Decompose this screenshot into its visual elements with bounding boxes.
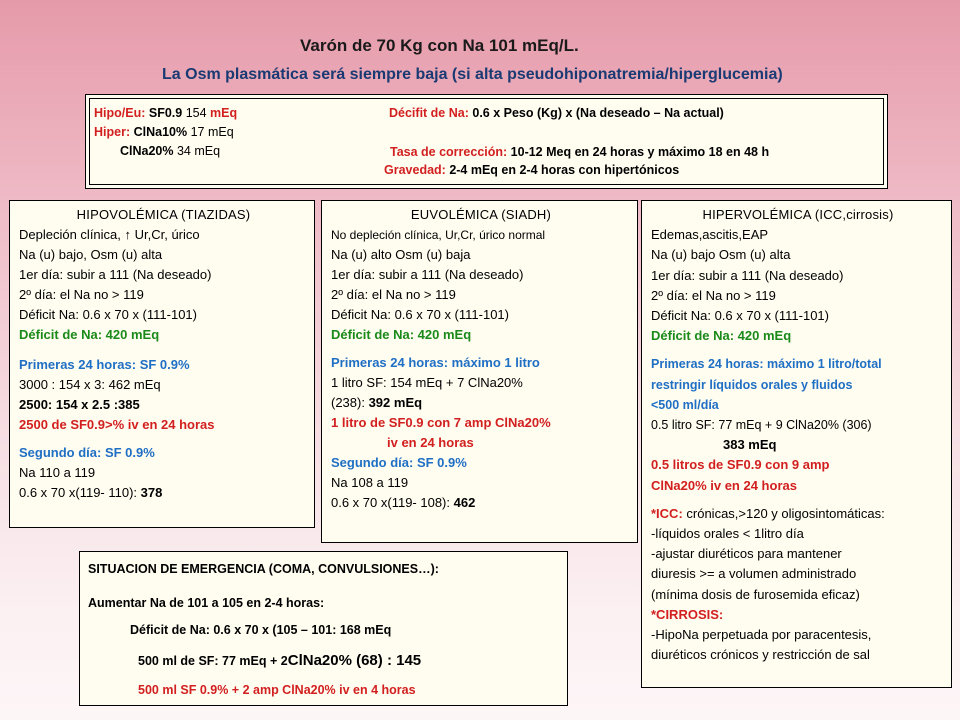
text-line: Na 110 a 119 [19, 465, 96, 480]
text-line: 1 litro SF: 154 mEq + 7 ClNa20% [331, 375, 523, 390]
summary-label: Tasa de corrección: [390, 145, 508, 159]
text-line: Na 108 a 119 [331, 475, 409, 490]
summary-box [85, 94, 888, 189]
text-line: 2º día: el Na no > 119 [651, 287, 776, 303]
text-line: diuresis >= a volumen administrado [651, 566, 857, 582]
text-line [331, 493, 631, 513]
text-span: 500 ml de SF: 77 mEq + 2 [138, 653, 288, 668]
text-line: Déficit de Na: 0.6 x 70 x (105 – 101: 168 mEq [130, 623, 392, 637]
text-span: Primeras 24 horas: [19, 357, 140, 372]
text-line: No depleción clínica, Ur,Cr, úrico normal [331, 228, 546, 242]
text-line: Aumentar Na de 101 a 105 en 2-4 horas: [88, 595, 325, 610]
summary-value: 154 [182, 106, 211, 120]
summary-label: Hipo/Eu: [94, 106, 149, 120]
summary-value: 2-4 mEq en 2-4 horas con hipertónicos [445, 163, 680, 177]
icc-line [651, 504, 945, 524]
summary-line-clna20 [120, 142, 220, 162]
summary-value: ClNa10% [133, 125, 188, 139]
text-line [88, 651, 559, 672]
text-line [331, 393, 631, 413]
text-span: 0.6 x 70 x(119- 110): [19, 485, 141, 500]
summary-label: Hiper: [94, 125, 134, 139]
text-line: -HipoNa perpetuada por paracentesis, [651, 627, 872, 643]
deficit-result: Déficit de Na: 420 mEq [651, 328, 792, 344]
text-line: -ajustar diuréticos para mantener [651, 546, 842, 562]
text-span: (238): [331, 395, 369, 410]
text-span: 0.6 x 70 x(119- 108): [331, 495, 454, 510]
text-line: Déficit Na: 0.6 x 70 x (111-101) [331, 307, 509, 322]
deficit-result: Déficit de Na: 420 mEq [19, 327, 160, 342]
text-line: 1er día: subir a 111 (Na deseado) [19, 267, 212, 282]
hypovolemic-title: HIPOVOLÉMICA (TIAZIDAS) [76, 207, 251, 222]
text-span: crónicas,>120 y oligosintomáticas: [682, 505, 885, 521]
text-line [19, 225, 308, 245]
cirrosis-label: *CIRROSIS: [651, 606, 724, 622]
summary-value: 17 mEq [187, 125, 234, 139]
first-24h-line [19, 355, 308, 375]
text-span: 462 [453, 495, 476, 510]
summary-value: 0.6 x Peso (Kg) x (Na deseado – Na actual) [468, 106, 724, 120]
text-line [19, 483, 308, 503]
deficit-result: Déficit de Na: 420 mEq [331, 327, 472, 342]
treatment-red: 500 ml SF 0.9% + 2 amp ClNa20% iv en 4 horas [138, 683, 416, 697]
text-span: ClNa20% (68) : 145 [287, 651, 422, 669]
text-line: diuréticos crónicos y restricción de sal [651, 647, 870, 663]
summary-correction-rate [390, 143, 769, 163]
summary-unit: mEq [210, 106, 238, 120]
restriction-line: restringir líquidos orales y fluidos [651, 377, 853, 392]
text-line: 383 mEq [723, 437, 777, 453]
treatment-red: 1 litro de SF0.9 con 7 amp ClNa20% [331, 415, 551, 430]
second-day-line: Segundo día: SF 0.9% [331, 455, 467, 470]
hypovolemic-box [9, 200, 315, 528]
text-line: Na (u) alto Osm (u) baja [331, 247, 471, 262]
text-line: 2º día: el Na no > 119 [19, 287, 144, 302]
text-line: Edemas,ascitis,EAP [651, 227, 769, 243]
slide-subtitle: La Osm plasmática será siempre baja (si alta pseudohiponatremia/hiperglucemia) [162, 66, 783, 83]
text-line: -líquidos orales < 1litro día [651, 526, 804, 542]
treatment-red: 0.5 litros de SF0.9 con 9 amp [651, 457, 830, 473]
text-line: 2500: 154 x 2.5 :385 [19, 397, 140, 412]
emergency-title: SITUACION DE EMERGENCIA (COMA, CONVULSIONES…): [88, 562, 439, 576]
text-line: 1er día: subir a 111 (Na deseado) [331, 267, 524, 282]
summary-line-hiper [94, 123, 234, 143]
text-line: (mínima dosis de furosemida eficaz) [651, 586, 860, 602]
text-span: Ur,Cr, úrico [131, 227, 200, 242]
arrow-up-icon: ↑ [124, 227, 131, 242]
summary-line-hipo-eu [94, 104, 237, 124]
emergency-box [79, 551, 568, 706]
second-day-line: Segundo día: SF 0.9% [19, 445, 155, 460]
treatment-red: iv en 24 horas [387, 435, 474, 450]
restriction-line: <500 ml/día [651, 397, 719, 412]
text-line: 1er día: subir a 111 (Na deseado) [651, 267, 844, 283]
euvolemic-title: EUVOLÉMICA (SIADH) [410, 207, 552, 222]
text-line: 3000 : 154 x 3: 462 mEq [19, 377, 161, 392]
text-span: Depleción clínica, [19, 227, 125, 242]
text-line: 2º día: el Na no > 119 [331, 287, 456, 302]
slide-title: Varón de 70 Kg con Na 101 mEq/L. [300, 36, 579, 55]
summary-value: SF0.9 [148, 106, 183, 120]
summary-label: Décifit de Na: [389, 106, 469, 120]
first-24h-line: Primeras 24 horas: máximo 1 litro/total [651, 357, 882, 372]
summary-deficit-formula [389, 104, 724, 124]
summary-value: 10-12 Meq en 24 horas y máximo 18 en 48 h [507, 145, 770, 159]
text-line: Déficit Na: 0.6 x 70 x (111-101) [651, 308, 829, 324]
treatment-red: 2500 de SF0.9>% iv en 24 horas [19, 417, 215, 432]
treatment-red: ClNa20% iv en 24 horas [651, 477, 797, 493]
summary-value: 34 mEq [173, 144, 221, 158]
text-line: Na (u) bajo, Osm (u) alta [19, 247, 163, 262]
text-span: *ICC: [651, 505, 683, 521]
summary-value: ClNa20% [120, 144, 174, 158]
first-24h-line: Primeras 24 horas: máximo 1 litro [331, 355, 540, 370]
text-line: Na (u) bajo Osm (u) alta [651, 247, 791, 263]
text-span: 378 [140, 485, 163, 500]
text-span: 392 mEq [368, 395, 423, 410]
text-span: SF 0.9% [139, 357, 190, 372]
summary-severity [384, 161, 679, 181]
summary-label: Gravedad: [384, 163, 446, 177]
text-line: Déficit Na: 0.6 x 70 x (111-101) [19, 307, 197, 322]
text-line: 0.5 litro SF: 77 mEq + 9 ClNa20% (306) [651, 418, 872, 433]
euvolemic-box [321, 200, 638, 543]
hypervolemic-title: HIPERVOLÉMICA (ICC,cirrosis) [702, 207, 894, 222]
hypervolemic-box [641, 200, 952, 688]
